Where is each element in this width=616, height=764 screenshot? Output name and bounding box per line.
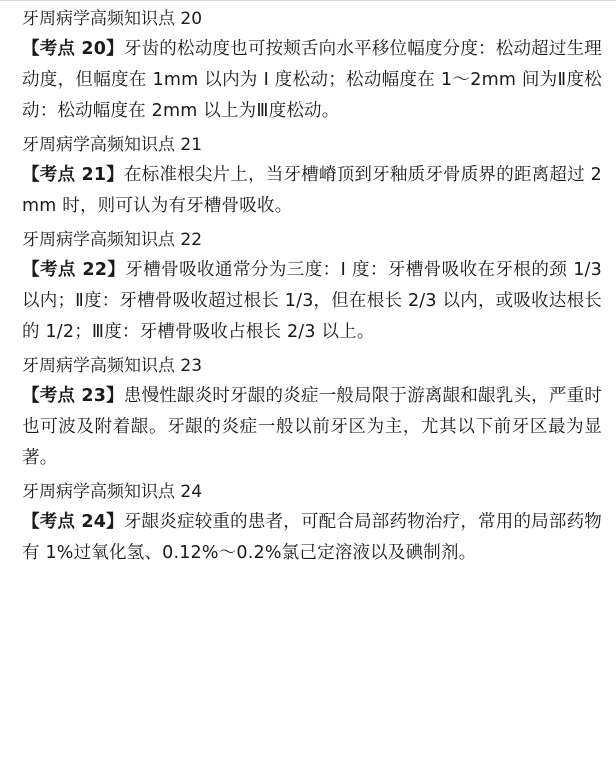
section-heading: 牙周病学高频知识点 21 <box>22 135 203 155</box>
point-text: 在标准根尖片上，当牙槽嵴顶到牙釉质牙骨质界的距离超过 2mm 时，则可认为有牙槽骨吸收。 <box>22 165 602 216</box>
section-paragraph <box>22 507 602 569</box>
section-heading: 牙周病学高频知识点 20 <box>22 9 203 29</box>
section-23 <box>22 351 602 474</box>
point-tag: 【考点 22】 <box>22 260 126 280</box>
section-20 <box>22 4 602 127</box>
section-21 <box>22 130 602 222</box>
point-text: 牙槽骨吸收通常分为三度：I 度：牙槽骨吸收在牙根的颈 1/3 以内；Ⅱ度：牙槽骨吸收超过根长 1/3，但在根长 2/3 以内，或吸收达根长的 1/2；Ⅲ度：牙槽骨吸收占根长 2/3 以上。 <box>22 260 602 342</box>
point-tag: 【考点 23】 <box>22 386 124 406</box>
point-text: 牙齿的松动度也可按颊舌向水平移位幅度分度：松动超过生理动度，但幅度在 1mm 以内为 I 度松动；松动幅度在 1～2mm 间为Ⅱ度松动：松动幅度在 2mm 以上为Ⅲ度松动。 <box>22 39 602 121</box>
point-tag: 【考点 21】 <box>22 165 124 185</box>
section-paragraph <box>22 160 602 222</box>
section-paragraph <box>22 381 602 474</box>
point-tag: 【考点 24】 <box>22 512 124 532</box>
point-text: 牙龈炎症较重的患者，可配合局部药物治疗，常用的局部药物有 1%过氧化氢、0.12%～0.2%氯己定溶液以及碘制剂。 <box>22 512 602 563</box>
section-24 <box>22 477 602 569</box>
top-divider <box>0 0 616 1</box>
section-heading: 牙周病学高频知识点 24 <box>22 482 203 502</box>
section-heading: 牙周病学高频知识点 23 <box>22 356 203 376</box>
section-22 <box>22 225 602 348</box>
section-paragraph <box>22 255 602 348</box>
point-tag: 【考点 20】 <box>22 39 124 59</box>
section-paragraph <box>22 34 602 127</box>
section-heading: 牙周病学高频知识点 22 <box>22 230 203 250</box>
point-text: 患慢性龈炎时牙龈的炎症一般局限于游离龈和龈乳头，严重时也可波及附着龈。牙龈的炎症一般以前牙区为主，尤其以下前牙区最为显著。 <box>22 386 602 468</box>
document-body <box>22 4 602 572</box>
